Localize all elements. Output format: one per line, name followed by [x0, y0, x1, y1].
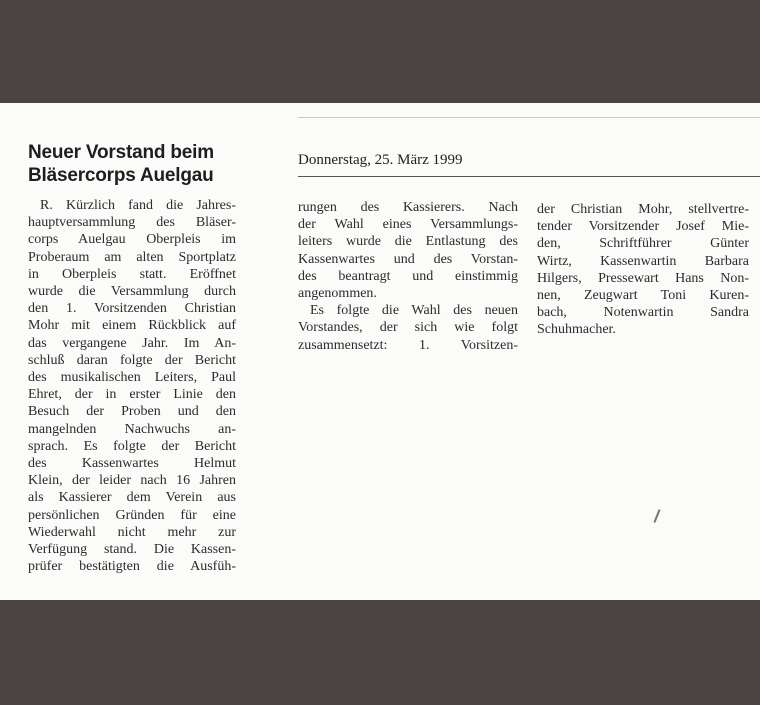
headline-line-1: Neuer Vorstand beim [28, 142, 214, 163]
column-3-line: Schuhmacher. [537, 322, 616, 338]
column-2-line: Kassenwartes und des Vorstan- [298, 251, 518, 267]
column-1-line: Proberaum am alten Sportplatz [28, 249, 236, 265]
column-1-line: Klein, der leider nach 16 Jahren [28, 473, 236, 489]
column-1-line: persönlichen Gründen für eine [28, 507, 236, 523]
column-1-line: Wiederwahl nicht mehr zur [28, 524, 236, 540]
column-1-line: Mohr mit einem Rückblick auf [28, 318, 236, 334]
column-3-line: nen, Zeugwart Toni Kuren- [537, 288, 749, 304]
column-1-line: als Kassierer dem Verein aus [28, 490, 236, 506]
column-1-line: des Kassenwartes Helmut [28, 456, 236, 472]
column-1-line: hauptversammlung des Bläser- [28, 215, 236, 231]
column-3-line: den, Schriftführer Günter [537, 236, 749, 252]
newspaper-clipping [0, 103, 760, 600]
column-1-line: R. Kürzlich fand die Jahres- [40, 198, 236, 213]
article-column-2 [298, 199, 518, 354]
column-1-line: schluß daran folgte der Bericht [28, 352, 236, 368]
column-1-line: mangelnden Nachwuchs an- [28, 421, 236, 437]
column-2-line: angenommen. [298, 286, 377, 302]
column-2-line: leiters wurde die Entlastung des [298, 234, 518, 250]
column-3-line: Hilgers, Pressewart Hans Non- [537, 270, 749, 286]
pen-mark [653, 509, 660, 523]
column-1-line: wurde die Versammlung durch [28, 284, 236, 300]
column-1-line: den 1. Vorsitzenden Christian [28, 301, 236, 317]
column-1-line: sprach. Es folgte der Bericht [28, 438, 236, 454]
dateline-rule [298, 176, 760, 177]
column-3-line: Wirtz, Kassenwartin Barbara [537, 253, 749, 269]
column-3-line: bach, Notenwartin Sandra [537, 305, 749, 321]
column-1-line: das vergangene Jahr. Im An- [28, 335, 236, 351]
column-2-line: Es folgte die Wahl des neuen [310, 303, 518, 319]
column-2-line: der Wahl eines Versammlungs- [298, 217, 518, 233]
column-1-line: prüfer bestätigten die Ausfüh- [28, 559, 236, 575]
column-1-line: Ehret, der in erster Linie den [28, 387, 236, 403]
column-1-line: in Oberpleis statt. Eröffnet [28, 266, 236, 282]
column-1-line: Besuch der Proben und den [28, 404, 236, 420]
column-1-line: corps Auelgau Oberpleis im [28, 232, 236, 248]
column-1-line: Verfügung stand. Die Kassen- [28, 542, 236, 558]
headline-line-2: Bläsercorps Auelgau [28, 165, 214, 186]
column-3-line: der Christian Mohr, stellvertre- [537, 202, 749, 217]
column-2-line: Vorstandes, der sich wie folgt [298, 320, 518, 336]
article-column-1 [28, 197, 236, 575]
headline [28, 141, 268, 187]
column-2-line: rungen des Kassierers. Nach [298, 200, 518, 215]
top-rule-right [298, 117, 760, 118]
article-column-3 [537, 201, 749, 339]
column-2-line: des beantragt und einstimmig [298, 268, 518, 284]
column-2-line: zusammensetzt: 1. Vorsitzen- [298, 337, 518, 353]
dateline: Donnerstag, 25. März 1999 [298, 152, 463, 168]
column-1-line: des musikalischen Leiters, Paul [28, 370, 236, 386]
column-3-line: tender Vorsitzender Josef Mie- [537, 219, 749, 235]
